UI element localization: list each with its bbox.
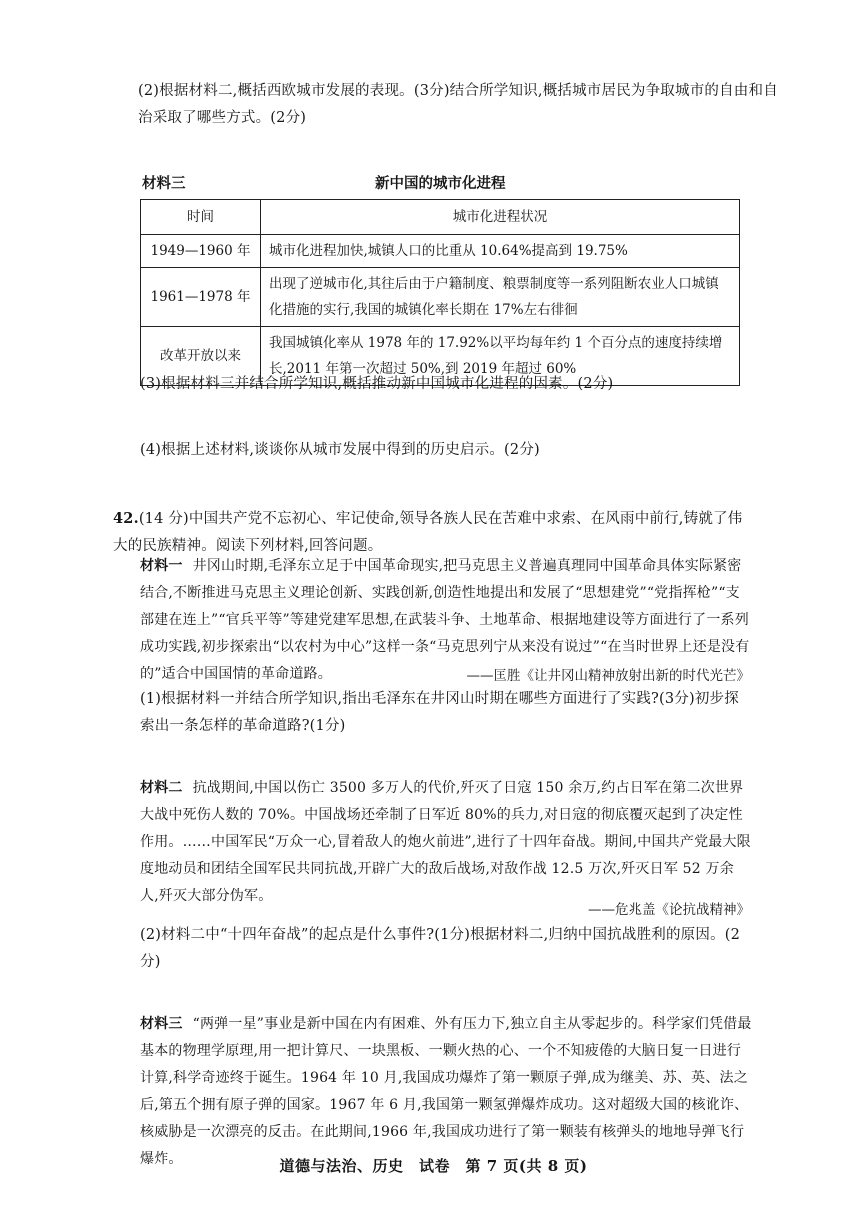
header-period: 时间: [141, 200, 261, 235]
question-2-prompt: (2)根据材料二,概括西欧城市发展的表现。(3分)结合所学知识,概括城市居民为争取城市的自由和自治采取了哪些方式。(2分): [138, 83, 778, 126]
material-3-text: “两弹一星”事业是新中国在内有困难、外有压力下,独立自主从零起步的。科学家们凭借最基本的物理学原理,用一把计算尺、一块黑板、一颗火热的心、一个不知疲倦的大脑日复一日进行计算,科学奇迹终于诞生。1964 年 10 月,我国成功爆炸了第一颗原子弹,成为继美、苏、英、法之后,第五个拥有原子弹的国家。1967 年 6 月,我国第一颗氢弹爆炸成功。这对超级大国的核讹诈、核威胁是一次漂亮的反击。在此期间,1966 年,我国成功进行了第一颗装有核弹头的地地导弹飞行爆炸。: [140, 1016, 752, 1167]
material-1-text: 井冈山时期,毛泽东立足于中国革命现实,把马克思主义普遍真理同中国革命具体实际紧密结合,不断推进马克思主义理论创新、实践创新,创造性地提出和发展了“思想建党”“党指挥枪”“支部建在连上”“官兵平等”等建党建军思想,在武装斗争、土地革命、根据地建设等方面进行了一系列成功实践,初步探索出“以农村为中心”这样一条“马克思列宁从来没有说过”“在当时世界上还是没有的”适合中国国情的革命道路。: [140, 558, 750, 682]
material-3-text-label: 材料三: [140, 1016, 183, 1032]
table-row: [141, 235, 740, 268]
subquestion-1: (1)根据材料一并结合所学知识,指出毛泽东在井冈山时期在哪些方面进行了实践?(3分)初步探索出一条怎样的革命道路?(1分): [140, 691, 739, 734]
page-footer: 道德与法治、历史 试卷 第 7 页(共 8 页): [279, 1157, 588, 1175]
material-1-label: 材料一: [140, 558, 183, 574]
table-row: [141, 268, 740, 327]
row-period: 改革开放以来: [141, 327, 261, 386]
material-2-text: 抗战期间,中国以伤亡 3500 多万人的代价,歼灭了日寇 150 余万,约占日军在第二次世界大战中死伤人数的 70%。中国战场还牵制了日军近 80%的兵力,对日寇的彻底覆灭起到了决定性作用。……中国军民“万众一心,冒着敌人的炮火前进”,进行了十四年奋战。期间,中国共产党最大限度地动员和团结全国军民共同抗战,开辟广大的敌后战场,对敌作战 12.5 万次,歼灭日军 52 万余人,歼灭大部分伪军。: [140, 780, 751, 904]
material-2: [140, 775, 752, 910]
row-status: 城市化进程加快,城镇人口的比重从 10.64%提高到 19.75%: [261, 235, 740, 268]
material-2-source: ——危兆盖《论抗战精神》: [588, 902, 750, 918]
table-title: 新中国的城市化进程: [375, 175, 506, 192]
row-period: 1949—1960 年: [141, 235, 261, 268]
header-status: 城市化进程状况: [261, 200, 740, 235]
material-3-label: 材料三: [142, 175, 186, 192]
table-header-row: [141, 200, 740, 235]
material-2-label: 材料二: [140, 780, 183, 796]
question-number: 42.: [113, 510, 139, 527]
subquestion-2: (2)材料二中“十四年奋战”的起点是什么事件?(1分)根据材料二,归纳中国抗战胜利的原因。(2分): [140, 927, 741, 970]
question-42-text: (14 分)中国共产党不忘初心、牢记使命,领导各族人民在苦难中求索、在风雨中前行,铸就了伟大的民族精神。阅读下列材料,回答问题。: [113, 511, 743, 554]
row-status: 我国城镇化率从 1978 年的 17.92%以平均每年约 1 个百分点的速度持续增长,2011 年第一次超过 50%,到 2019 年超过 60%: [261, 327, 740, 386]
question-3-prompt: (3)根据材料三并结合所学知识,概括推动新中国城市化进程的因素。(2分): [140, 376, 614, 392]
question-42-intro: [113, 505, 753, 560]
material-3-text-block: [140, 1011, 752, 1173]
material-1-source: ——匡胜《让井冈山精神放射出新的时代光芒》: [466, 668, 750, 684]
urbanization-table: [140, 199, 740, 386]
row-status: 出现了逆城市化,其往后由于户籍制度、粮票制度等一系列阻断农业人口城镇化措施的实行,我国的城镇化率长期在 17%左右徘徊: [261, 268, 740, 327]
question-4-prompt: (4)根据上述材料,谈谈你从城市发展中得到的历史启示。(2分): [140, 442, 540, 458]
row-period: 1961—1978 年: [141, 268, 261, 327]
